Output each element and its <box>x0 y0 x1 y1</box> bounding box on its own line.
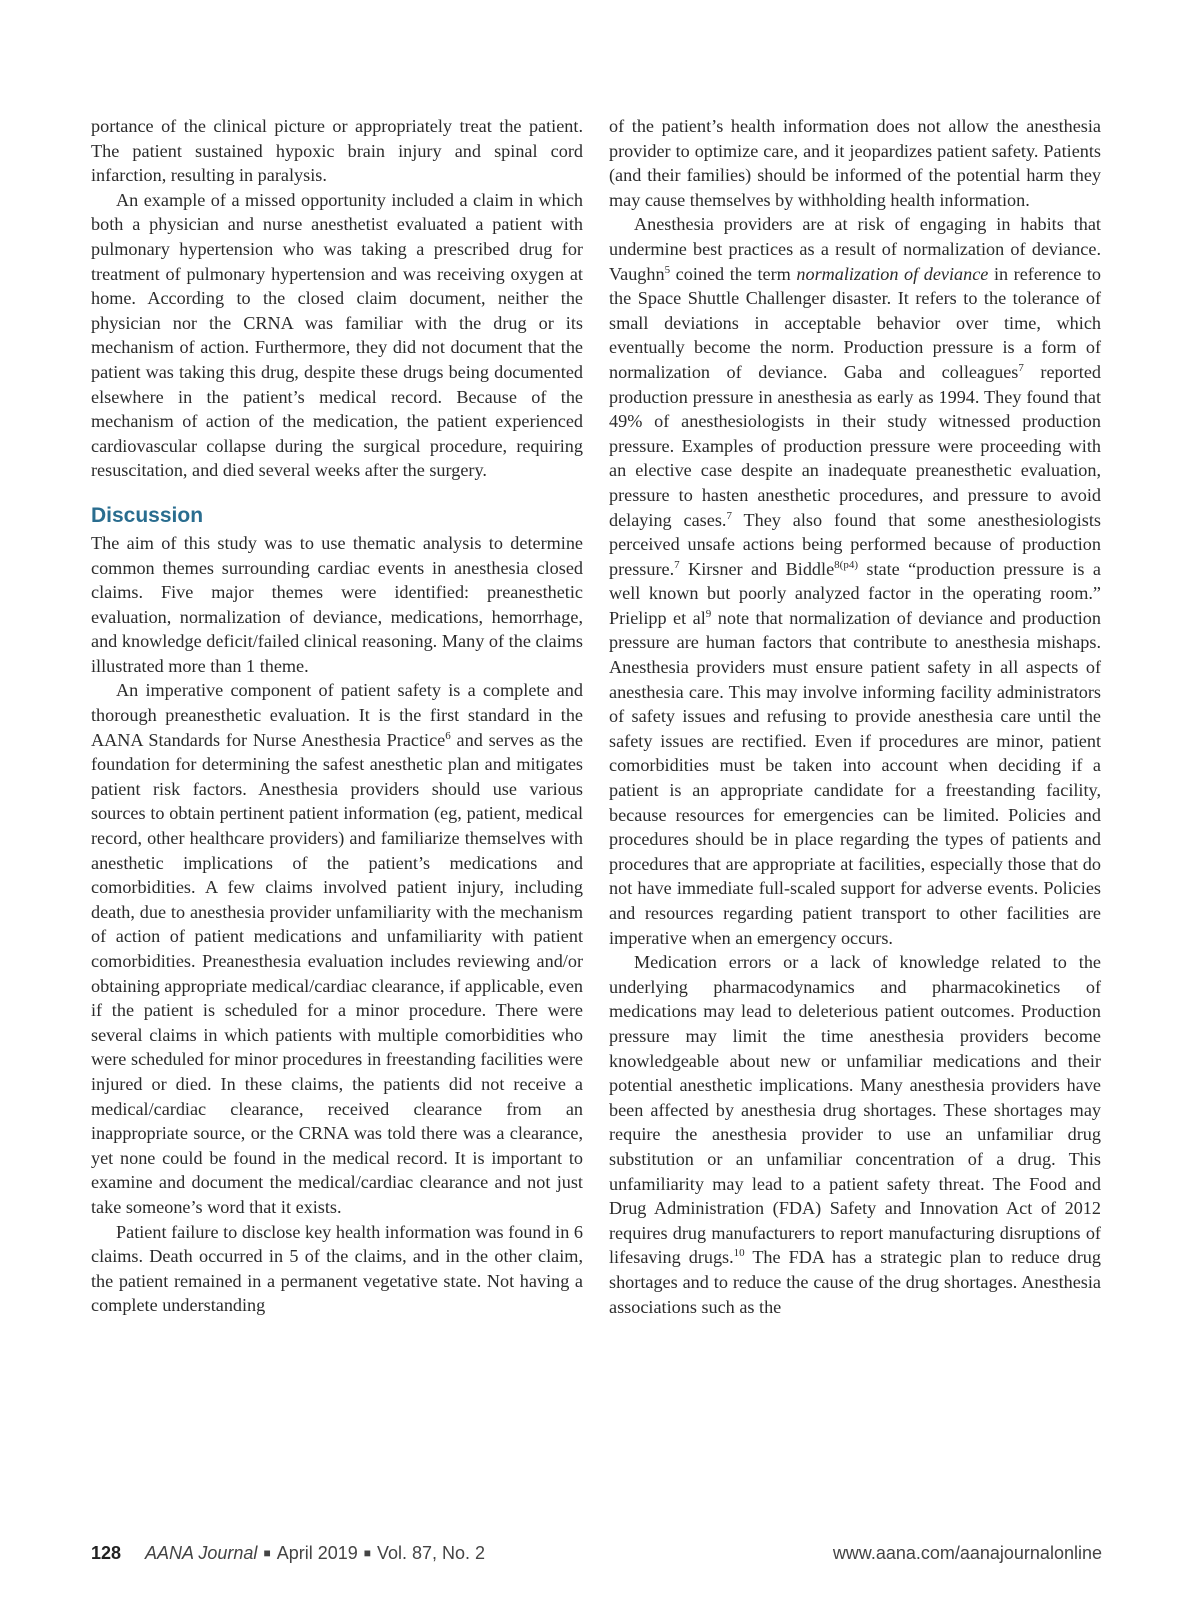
citation-ref: 5 <box>664 263 671 276</box>
paragraph: Patient failure to disclose key health information was found in 6 claims. Death occurred in 5 of the claims, and in the other claim, the patient remained in a permanent vegetative state. Not having a complete understanding <box>91 1221 583 1316</box>
separator-icon: ■ <box>363 1546 371 1560</box>
citation-ref: 10 <box>733 1247 745 1260</box>
defined-term: normalization of deviance <box>796 263 989 284</box>
citation-ref: 6 <box>445 729 451 742</box>
paragraph: Medication errors or a lack of knowledge related to the underlying pharmacodynamics and pharmacokinetics of medications may lead to deleterious patient outcomes. Production pressure may limit the time anesthesia providers become knowledgeable about new or unfamiliar medications and their potential anesthetic implications. Many anesthesia providers have been affected by anesthesia drug shortages. These shortages may require the anesthesia provider to use an unfamiliar drug substitution or an unfamiliar concentration of a drug. This unfamiliarity may lead to a patient safety threat. The Food and Drug Administration (FDA) Safety and Innovation Act of 2012 requires drug manufacturers to report manufacturing disruptions of lifesaving drugs.$^{10}$ The FDA has a strategic plan to reduce drug shortages and to reduce the cause of the drug shortages. Anesthesia associations such as the <box>609 952 1101 1317</box>
footer-citation <box>91 1543 485 1564</box>
paragraph: An imperative component of patient safety is a complete and thorough preanesthetic evaluation. It is the first standard in the AANA Standards for Nurse Anesthesia Practice$^6$ and serves as the foundation for determining the safest anesthetic plan and mitigates patient risk factors. Anesthesia providers should use various sources to obtain pertinent patient information (eg, patient, medical record, other healthcare providers) and familiarize themselves with anesthetic implications of the patient’s medications and comorbidities. A few claims involved patient injury, including death, due to anesthesia provider unfamiliarity with the mechanism of action of patient medications and unfamiliarity with patient comorbidities. Preanesthesia evaluation includes reviewing and/or obtaining appropriate medical/cardiac clearance, if applicable, even if the patient is scheduled for a minor procedure. There were several claims in which patients with multiple comorbidities who were scheduled for minor procedures in freestanding facilities were injured or died. In these claims, the patients did not receive a medical/cardiac clearance, received clearance from an inappropriate source, or the CRNA was told there was a clearance, yet none could be found in the medical record. It is important to examine and document the medical/cardiac clearance and not just take someone’s word that it exists. <box>91 680 583 1217</box>
volume: Vol. 87, No. 2 <box>377 1543 486 1563</box>
citation-ref: 9 <box>705 607 712 620</box>
page-footer <box>91 1543 1102 1569</box>
issue-date: April 2019 <box>276 1543 358 1563</box>
left-column <box>91 114 583 1318</box>
citation-ref: 7 <box>674 558 680 571</box>
citation-ref: 8(p4) <box>834 558 858 571</box>
separator-icon: ■ <box>263 1546 271 1560</box>
paragraph: of the patient’s health information does not allow the anesthesia provider to optimize care, and it jeopardizes patient safety. Patients (and their families) should be informed of the potential harm they may cause themselves by withholding health information. <box>609 116 1101 210</box>
right-column <box>609 114 1101 1319</box>
section-heading: Discussion <box>91 503 204 527</box>
paragraph: The aim of this study was to use thematic analysis to determine common themes surrounding cardiac events in anesthesia closed claims. Five major themes were identified: preanesthetic evaluation, normalization of deviance, medications, hemorrhage, and knowledge deficit/failed clinical reasoning. Many of the claims illustrated more than 1 theme. <box>91 532 583 676</box>
journal-name: AANA Journal <box>145 1543 258 1563</box>
paragraph: portance of the clinical picture or appropriately treat the patient. The patient sustained hypoxic brain injury and spinal cord infarction, resulting in paralysis. <box>91 116 583 186</box>
paragraph: An example of a missed opportunity included a claim in which both a physician and nurse anesthetist evaluated a patient with pulmonary hypertension who was taking a prescribed drug for treatment of pulmonary hypertension and was receiving oxygen at home. According to the closed claim document, neither the physician nor the CRNA was familiar with the drug or its mechanism of action. Furthermore, they did not document that the patient was taking this drug, despite these drugs being documented elsewhere in the patient’s medical record. Because of the mechanism of action of the medication, the patient experienced cardiovascular collapse during the surgical procedure, requiring resuscitation, and died several weeks after the surgery. <box>91 189 583 481</box>
journal-url[interactable]: www.aana.com/aanajournalonline <box>832 1543 1102 1563</box>
page-number: 128 <box>91 1543 122 1563</box>
citation-ref: 7 <box>1018 361 1024 374</box>
citation-ref: 7 <box>726 509 732 522</box>
paragraph: Anesthesia providers are at risk of engaging in habits that undermine best practices as a result of normalization of deviance. Vaughn$^5$ coined the term normalization of deviance in reference to the Space Shuttle Challenger disaster. It refers to the tolerance of small deviations in acceptable behavior over time, which eventually become the norm. Production pressure is a form of normalization of deviance. Gaba and colleagues$^7$ reported production pressure in anesthesia as early as 1994. They found that 49% of anesthesiologists in their study witnessed production pressure. Examples of production pressure were proceeding with an elective case despite an inadequate preanesthetic evaluation, pressure to hasten anesthetic procedures, and pressure to avoid delaying cases.$^7$ They also found that some anesthesiologists perceived unsafe actions being performed because of production pressure.$^7$ Kirsner and Biddle$^{8(p4)}$ state “production pressure is a well known but poorly analyzed factor in the operating room.” Prielipp et $al^9$ note that normalization of deviance and production pressure are human factors that contribute to anesthesia mishaps. Anesthesia providers must ensure patient safety in all aspects of anesthesia care. This may involve informing facility administrators of safety issues and refusing to provide anesthesia care until the safety issues are rectified. Even if procedures are minor, patient comorbidities must be taken into account when deciding if a patient is an appropriate candidate for a freestanding facility, because resources for emergencies can be limited. Policies and procedures should be in place regarding the types of patients and procedures that are appropriate at facilities, especially those that do not have immediate full-scaled support for adverse events. Policies and resources regarding patient transport to other facilities are imperative when an emergency occurs. <box>609 214 1102 948</box>
